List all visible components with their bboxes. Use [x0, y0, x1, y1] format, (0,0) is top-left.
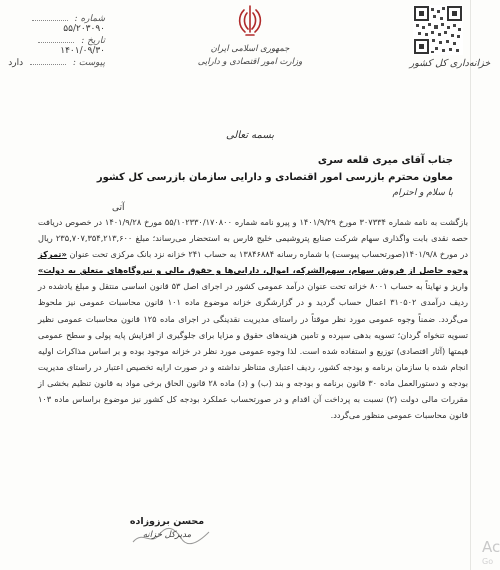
body-paragraph-part1: بازگشت به نامه شماره ۳۰۷۳۳۴ مورخ ۱۴۰۱/۹/۲۹ و پیرو نامه شماره ۵۵/۱۰۲۳۳۰/۱۷۰۸۰۰ مورخ ۱۴۰۱/۹/۲۸ در خصوص دریافت حصه نقدی بابت واگذاری سهام شرکت صنایع پتروشیمی خلیج فارس به استحضار می‌رساند؛ مبلغ ۲۳۵,۷۰۷,۳۵۴,۲۱۳,۶۰۰ ریال در مورخ ۱۴۰۱/۹/۸(صورتحساب پیوست) با شماره رسانه ۱۳۸۴۶۸۸۴ به حساب ۲۴۱ خزانه نزد بانک مرکزی تحت عنوان — [38, 217, 468, 260]
activation-watermark: Ac — [482, 538, 500, 556]
page-edge — [470, 0, 471, 570]
body-highlighted-title: «تمرکز وجوه حاصل از فروش سهام، سهم‌الشرکه، اموال، دارایی‌ها و حقوق مالی و نیروگاه‌های متعلق به دولت» — [38, 249, 468, 276]
organization-name: خزانه‌داری کل کشور — [409, 58, 491, 69]
dotted-divider — [38, 42, 74, 43]
recipient-title: معاون محترم بازرسی امور اقتصادی و دارایی سازمان بازرسی کل کشور — [96, 172, 453, 183]
republic-title: جمهوری اسلامی ایران — [210, 44, 290, 54]
letter-number-row — [0, 14, 105, 34]
dotted-divider — [30, 64, 66, 65]
letter-attachment-row — [8, 58, 105, 68]
recipient-name: جناب آقای میری قلعه سری — [317, 155, 453, 166]
letter-date-value: ۱۴۰۱/۰۹/۳۰ — [60, 46, 105, 56]
body-paragraph-part2: واریز و نهایتاً به حساب ۸۰۰۱ خزانه تحت عنوان درآمد عمومی کشور در اجرای اصل ۵۳ قانون اساسی منتقل و مبلغ یادشده در ردیف درآمدی ۳۱۰۵۰۲ اعمال حساب گردید و در گزارشگری خزانه موضوع ماده ۱۰۱ قانون محاسبات عمومی نیز ملحوظ می‌گردد. ضمناً وجوه عمومی مورد نظر موقتاً در راستای مدیریت نقدینگی در اجرای ماده ۱۲۵ قانون محاسبات عمومی نظیر تسویه تنخواه گردان؛ تسویه بدهی سپرده و تامین هزینه‌های حقوق و مزایا برای جلوگیری از افزایش پایه پولی و سطح عمومی قیمتها (آثار اقتصادی) توزیع و استفاده شده است. لذا وجوه عمومی مورد نظر در خزانه موجود بوده و بر اساس مذاکرات اولیه انجام شده با سازمان برنامه و بودجه کشور، ردیف اعتباری متناظر نداشته و در صورت ارایه تخصیص اعتبار در راستای مدیریت بودجه و دستورالعمل ماده ۳۰ قانون برنامه و بودجه و بند (ب) و (د) ماده ۲۸ قانون الحاق برخی مواد به قانون تنظیم بخشی از مقررات مالی دولت (۲) نسبت به پرداخت آن اقدام و در صورتحساب عملکرد بودجه کل کشور نیز موضوع براساس ماده ۱۰۳ قانون محاسبات عمومی منظور می‌گردد. — [38, 281, 468, 421]
letter-date-label: تاریخ : — [81, 36, 105, 46]
signer-title: مدیرکل خزانه — [142, 530, 192, 540]
qr-code-icon — [413, 5, 463, 55]
greeting: با سلام و احترام — [392, 188, 453, 198]
dotted-divider — [32, 20, 68, 21]
letter-attachment-label: پیوست : — [72, 58, 105, 68]
letter-number-value: ۵۵/۲۰۳۰۹۰ — [63, 24, 105, 34]
letter-number-label: شماره : — [74, 14, 105, 24]
signer-name: محسن برزوزاده — [129, 516, 205, 527]
amen-word: آتی — [112, 203, 125, 213]
letter-body — [38, 214, 468, 423]
basmala: بسمه تعالی — [225, 130, 275, 141]
ministry-title: وزارت امور اقتصادی و دارایی — [197, 57, 303, 67]
letter-attachment-value: دارد — [8, 58, 24, 68]
activation-watermark-sub: Go — [482, 557, 494, 566]
letter-date-row — [0, 36, 105, 56]
iran-emblem-icon — [233, 2, 267, 40]
